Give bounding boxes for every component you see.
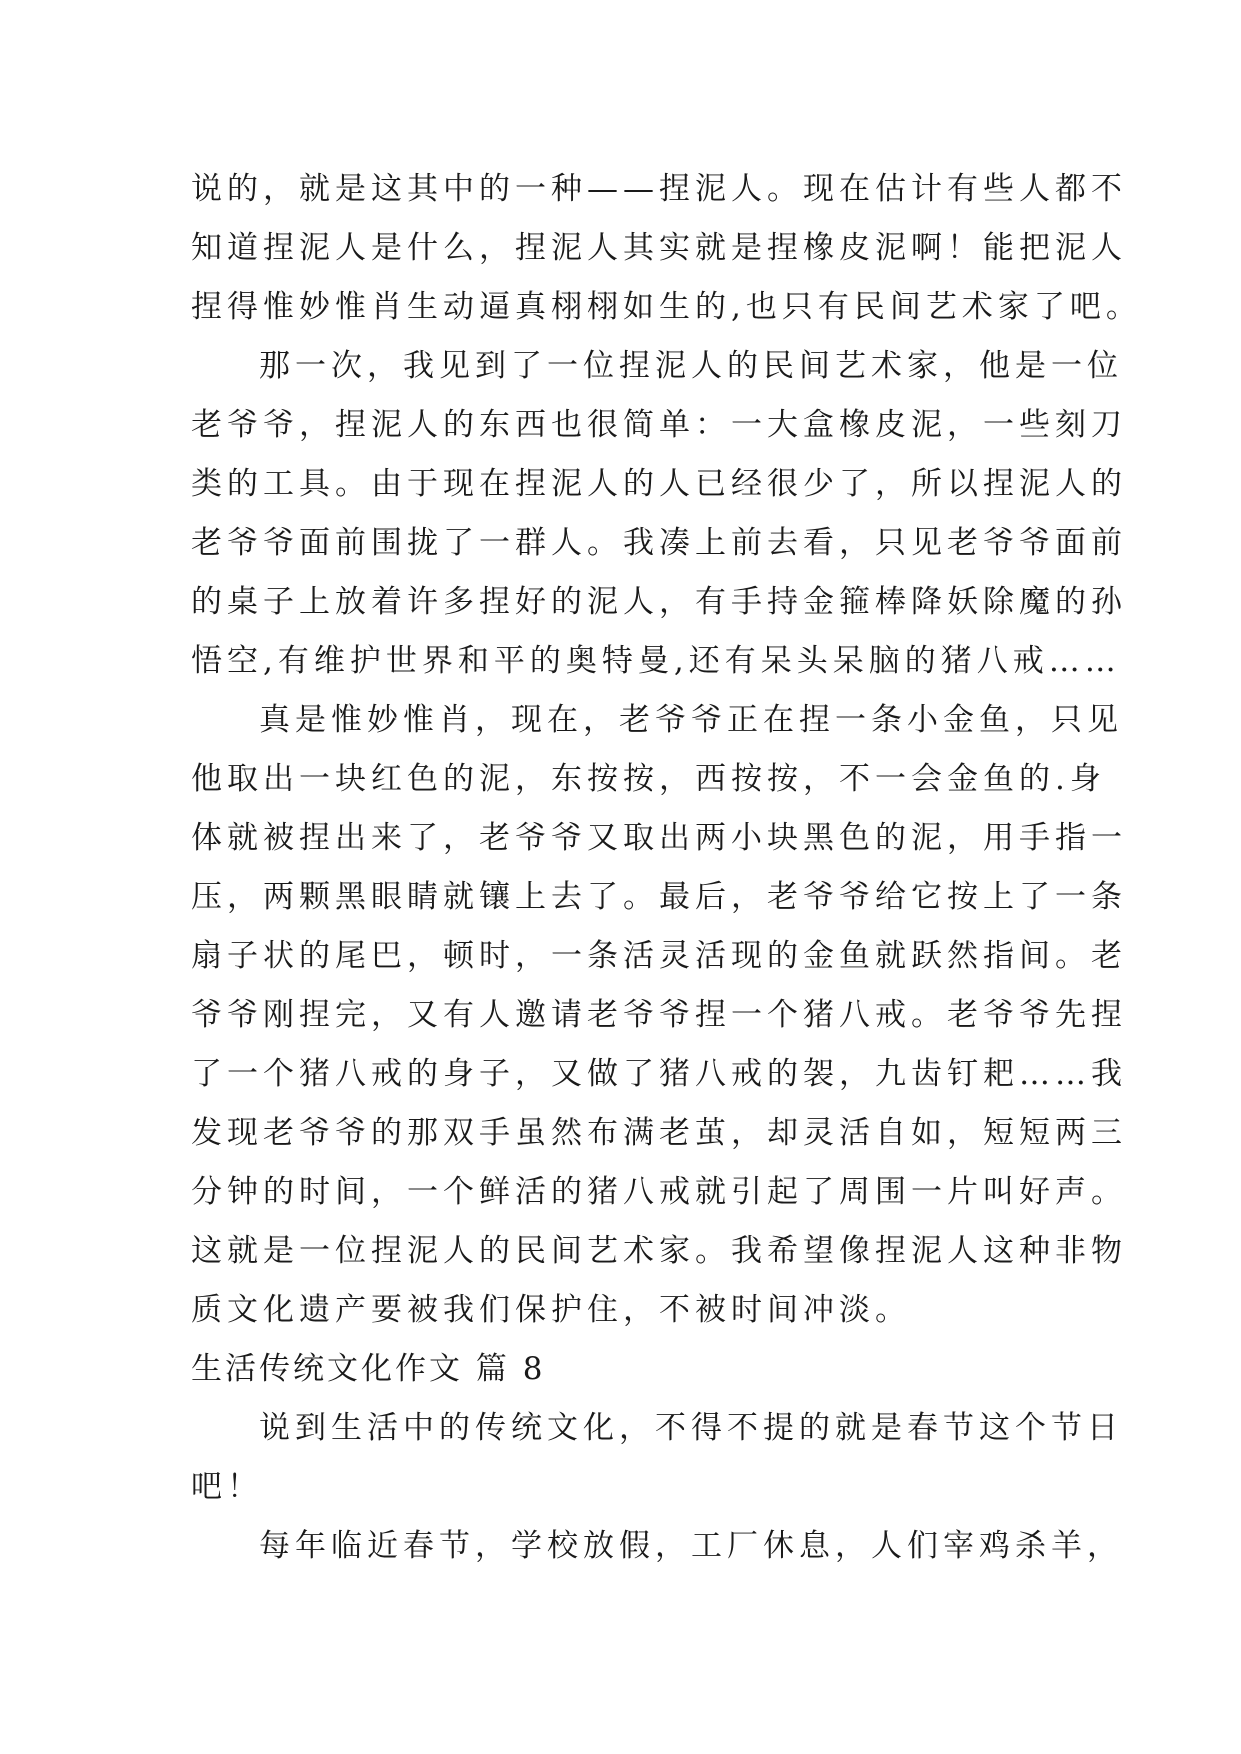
- text-line: 悟空,有维护世界和平的奥特曼,还有呆头呆脑的猪八戒……: [191, 643, 1121, 679]
- text-line: 他取出一块红色的泥，东按按，西按按，不一会金鱼的.身: [191, 761, 1106, 797]
- text-line: 体就被捏出来了，老爷爷又取出两小块黑色的泥，用手指一: [191, 820, 1127, 856]
- text-line: 老爷爷面前围拢了一群人。我凑上前去看，只见老爷爷面前: [191, 525, 1127, 561]
- text-line: 每年临近春节，学校放假，工厂休息，人们宰鸡杀羊，: [259, 1528, 1123, 1564]
- text-line: 老爷爷，捏泥人的东西也很简单：一大盒橡皮泥，一些刻刀: [191, 407, 1127, 443]
- text-line: 爷爷刚捏完，又有人邀请老爷爷捏一个猪八戒。老爷爷先捏: [191, 997, 1127, 1033]
- text-line: 压，两颗黑眼睛就镶上去了。最后，老爷爷给它按上了一条: [191, 879, 1127, 915]
- text-line: 这就是一位捏泥人的民间艺术家。我希望像捏泥人这种非物: [191, 1233, 1127, 1269]
- text-line: 的桌子上放着许多捏好的泥人，有手持金箍棒降妖除魔的孙: [191, 584, 1127, 620]
- text-line: 捏得惟妙惟肖生动逼真栩栩如生的,也只有民间艺术家了吧。: [191, 289, 1142, 325]
- text-line: 知道捏泥人是什么，捏泥人其实就是捏橡皮泥啊！能把泥人: [191, 230, 1127, 266]
- text-line: 说的，就是这其中的一种——捏泥人。现在估计有些人都不: [191, 171, 1127, 207]
- text-line: 说到生活中的传统文化，不得不提的就是春节这个节日: [259, 1410, 1123, 1446]
- text-line: 了一个猪八戒的身子，又做了猪八戒的袈，九齿钉耙……我: [191, 1056, 1127, 1092]
- text-line: 类的工具。由于现在捏泥人的人已经很少了，所以捏泥人的: [191, 466, 1127, 502]
- text-line: 那一次，我见到了一位捏泥人的民间艺术家，他是一位: [259, 348, 1123, 384]
- text-line: 扇子状的尾巴，顿时，一条活灵活现的金鱼就跃然指间。老: [191, 938, 1127, 974]
- text-line: 分钟的时间，一个鲜活的猪八戒就引起了周围一片叫好声。: [191, 1174, 1127, 1210]
- essay-body: [191, 160, 1142, 1576]
- text-line: 吧！: [191, 1469, 263, 1505]
- section-heading: 生活传统文化作文 篇 8: [191, 1351, 546, 1387]
- text-line: 真是惟妙惟肖，现在，老爷爷正在捏一条小金鱼，只见: [259, 702, 1123, 738]
- text-line: 发现老爷爷的那双手虽然布满老茧，却灵活自如，短短两三: [191, 1115, 1127, 1151]
- text-line: 质文化遗产要被我们保护住，不被时间冲淡。: [191, 1292, 911, 1328]
